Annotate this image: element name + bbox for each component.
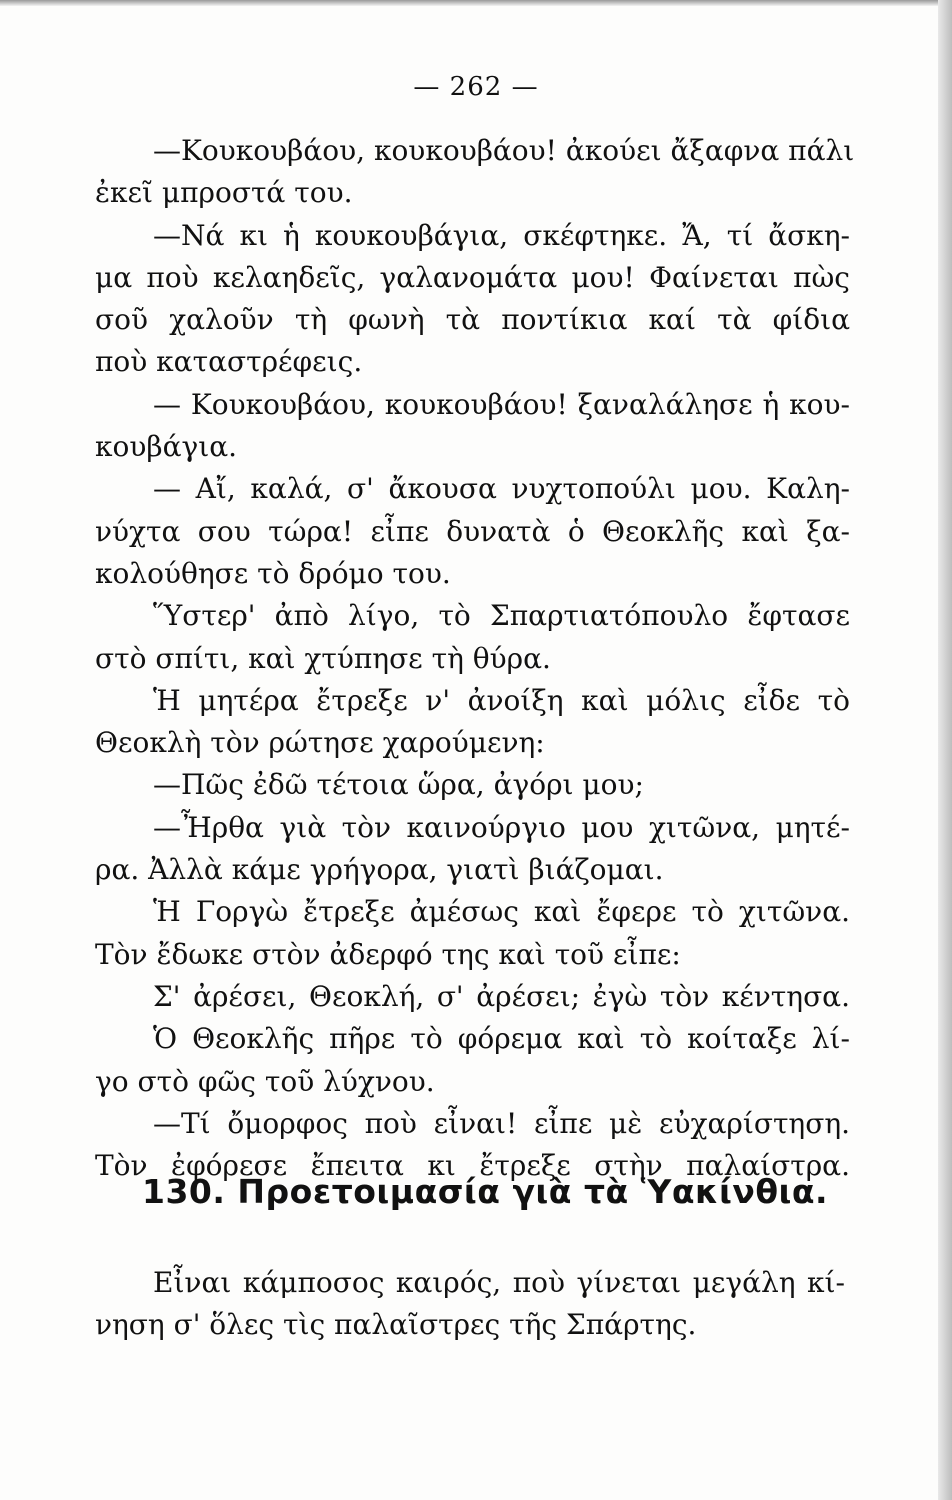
text-line: Ὕστερ' ἀπὸ λίγο, τὸ Σπαρτιατόπουλο ἔφτασε [153, 599, 850, 633]
text-line: Ἡ μητέρα ἔτρεξε ν' ἀνοίξη καὶ μόλις εἶδε τὸ [153, 683, 850, 717]
text-line: κολούθησε τὸ δρόμο του. [95, 556, 451, 590]
body-text [95, 130, 855, 1187]
text-line: Τὸν ἔδωκε στὸν ἀδερφό της καὶ τοῦ εἶπε: [95, 937, 681, 971]
text-line: — Αἴ, καλά, σ' ἄκουσα νυχτοπούλι μου. Καλη- [153, 472, 850, 506]
text-line: κουβάγια. [95, 430, 237, 464]
text-line: Εἶναι κάμποσος καιρός, ποὺ γίνεται μεγάλη κί- [153, 1266, 845, 1299]
text-line: Ἡ Γοργὼ ἔτρεξε ἀμέσως καὶ ἔφερε τὸ χιτῶνα. [153, 895, 850, 929]
text-line: στὸ σπίτι, καὶ χτύπησε τὴ θύρα. [95, 641, 551, 675]
section-text [95, 1262, 845, 1347]
text-line: Τὸν ἐφόρεσε ἔπειτα κι ἔτρεξε στὴν παλαίστρα. [95, 1149, 850, 1183]
page-number: — 262 — [413, 72, 539, 102]
text-line: — Κουκουβάου, κουκουβάου! ξαναλάλησε ἡ κου- [153, 387, 850, 421]
text-line: —Κουκουβάου, κουκουβάου! ἀκούει ἄξαφνα πάλι [153, 134, 855, 167]
text-line: γο στὸ φῶς τοῦ λύχνου. [95, 1064, 435, 1098]
section-heading: 130. Προετοιμασία γιὰ τὰ Ὑακίνθια. [142, 1172, 829, 1211]
text-line: Θεοκλὴ τὸν ρώτησε χαρούμενη: [95, 726, 545, 760]
text-line: Ὁ Θεοκλῆς πῆρε τὸ φόρεμα καὶ τὸ κοίταξε λί- [153, 1022, 850, 1056]
scan-shadow-edge [938, 0, 952, 1500]
text-line: —Ἦρθα γιὰ τὸν καινούργιο μου χιτῶνα, μητέ- [153, 810, 850, 844]
text-line: ποὺ καταστρέφεις. [95, 345, 363, 379]
text-line: μα ποὺ κελαηδεῖς, γαλανομάτα μου! Φαίνεται πὼς [95, 260, 850, 294]
text-line: —Τί ὄμορφος ποὺ εἶναι! εἶπε μὲ εὐχαρίστηση. [153, 1106, 850, 1140]
scan-shadow-top [0, 0, 952, 6]
text-line: νηση σ' ὅλες τὶς παλαῖστρες τῆς Σπάρτης. [95, 1308, 697, 1342]
text-line: νύχτα σου τώρα! εἶπε δυνατὰ ὁ Θεοκλῆς καὶ ξα- [95, 514, 850, 548]
text-line: ρα. Ἀλλὰ κάμε γρήγορα, γιατὶ βιάζομαι. [95, 853, 664, 887]
text-line: Σ' ἀρέσει, Θεοκλή, σ' ἀρέσει; ἐγὼ τὸν κέντησα. [153, 979, 850, 1013]
text-line: —Νά κι ἡ κουκουβάγια, σκέφτηκε. Ἄ, τί ἄσκη- [153, 218, 850, 252]
text-line: ἐκεῖ μπροστά του. [95, 176, 353, 210]
text-line: σοῦ χαλοῦν τὴ φωνὴ τὰ ποντίκια καί τὰ φίδια [95, 303, 850, 337]
text-line: —Πῶς ἐδῶ τέτοια ὥρα, ἀγόρι μου; [153, 768, 644, 802]
